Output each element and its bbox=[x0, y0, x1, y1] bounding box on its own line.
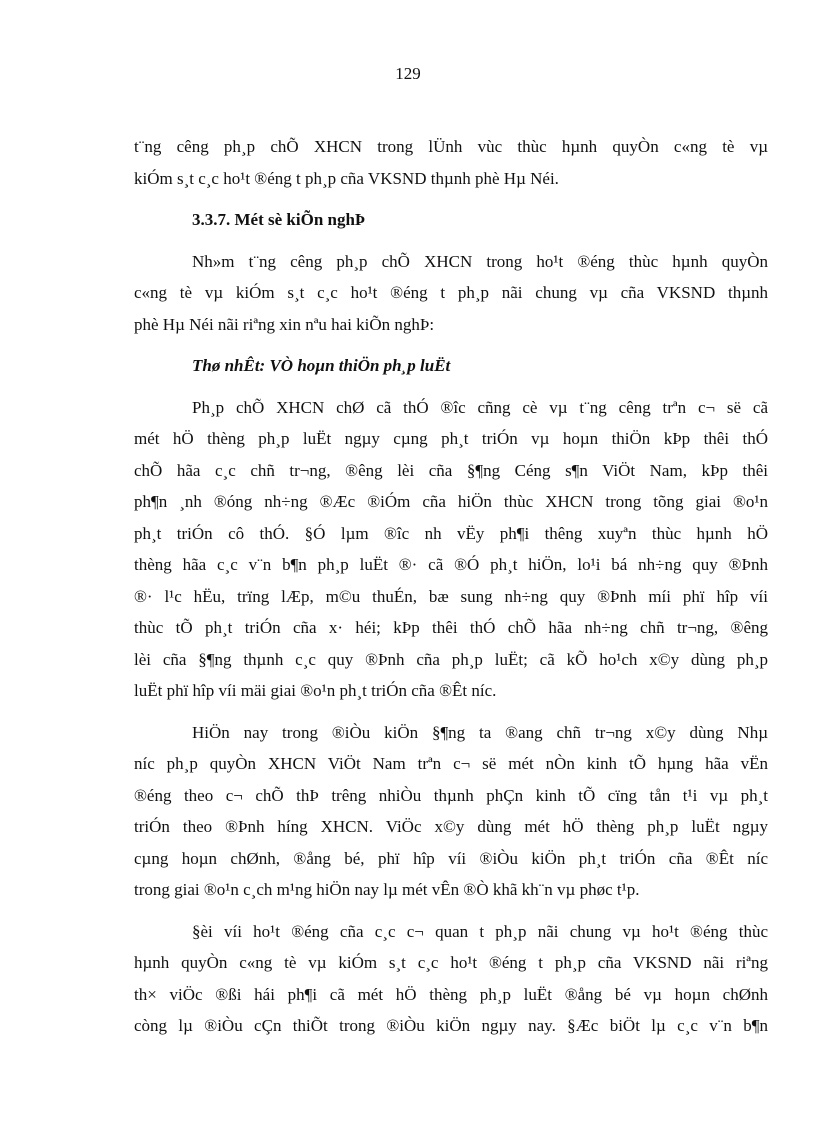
text-line: còng lµ ®iÒu cÇn thiÕt trong ®iÒu kiÖn ngµy nay. §Æc biÖt lµ c¸c v¨n b¶n bbox=[134, 1016, 768, 1035]
text-line: lèi cña §¶ng thµnh c¸c quy ®Þnh cña ph¸p luËt; cã kÕ ho¹ch x©y dùng ph¸p bbox=[134, 649, 768, 669]
paragraph-2 bbox=[134, 246, 768, 341]
text-line: c«ng tè vµ kiÓm s¸t c¸c ho¹t ®éng t ph¸p nãi chung vµ cña VKSND thµnh bbox=[134, 283, 768, 302]
subsection-heading: Thø nhÊt: VÒ hoµn thiÖn ph¸p luËt bbox=[192, 356, 451, 375]
text-line: mét hÖ thèng ph¸p luËt ngµy cµng ph¸t triÓn vµ hoµn thiÖn kÞp thêi thÓ bbox=[134, 429, 768, 448]
text-line: kiÓm s¸t c¸c ho¹t ®éng t ph¸p cña VKSND thµnh phè Hµ Néi. bbox=[134, 168, 559, 188]
paragraph-5 bbox=[134, 916, 768, 1042]
text-line: thùc tÕ ph¸t triÓn cña x· héi; kÞp thêi thÓ chÕ hãa nh÷ng chñ tr¬ng, ®êng bbox=[134, 618, 768, 637]
section-heading: 3.3.7. Mét sè kiÕn nghÞ bbox=[192, 210, 366, 229]
text-line: ®· l¹c hËu, trïng lÆp, m©u thuÉn, bæ sung nh÷ng quy ®Þnh míi phï hîp víi bbox=[134, 586, 768, 606]
page-number: 129 bbox=[395, 64, 421, 83]
text-line: ph¸t triÓn cô thÓ. §Ó lµm ®îc nh vËy ph¶i thêng xuyªn thùc hµnh hÖ bbox=[134, 523, 768, 543]
text-line: thèng hãa c¸c v¨n b¶n ph¸p luËt ®· cã ®Ó ph¸t hiÖn, lo¹i bá nh÷ng quy ®Þnh bbox=[134, 555, 768, 574]
text-line: t¨ng cêng ph¸p chÕ XHCN trong lÜnh vùc thùc hµnh quyÒn c«ng tè vµ bbox=[134, 137, 768, 156]
text-line: Ph¸p chÕ XHCN chØ cã thÓ ®îc cñng cè vµ t¨ng cêng trªn c¬ së cã bbox=[192, 397, 768, 417]
text-line: níc ph¸p quyÒn XHCN ViÖt Nam trªn c¬ së mét nÒn kinh tÕ hµng hãa vËn bbox=[134, 754, 768, 773]
page-body bbox=[134, 131, 768, 1042]
text-line: HiÖn nay trong ®iÒu kiÖn §¶ng ta ®ang chñ tr¬ng x©y dùng Nhµ bbox=[192, 722, 768, 742]
paragraph-4 bbox=[134, 717, 768, 906]
paragraph-1 bbox=[134, 131, 768, 194]
text-line: §èi víi ho¹t ®éng cña c¸c c¬ quan t ph¸p nãi chung vµ ho¹t ®éng thùc bbox=[192, 921, 768, 941]
text-line: hµnh quyÒn c«ng tè vµ kiÓm s¸t c¸c ho¹t ®éng t ph¸p cña VKSND nãi riªng bbox=[134, 953, 768, 972]
text-line: cµng hoµn chØnh, ®ång bé, phï hîp víi ®iÒu kiÖn ph¸t triÓn cña ®Êt níc bbox=[134, 848, 768, 868]
text-line: chÕ hãa c¸c chñ tr¬ng, ®êng lèi cña §¶ng Céng s¶n ViÖt Nam, kÞp thêi bbox=[134, 460, 768, 480]
text-line: ph¶n ¸nh ®óng nh÷ng ®Æc ®iÓm cña hiÖn thùc XHCN trong tõng giai ®o¹n bbox=[134, 492, 768, 511]
text-line: phè Hµ Néi nãi riªng xin nªu hai kiÕn nghÞ: bbox=[134, 314, 435, 334]
paragraph-3 bbox=[134, 392, 768, 707]
text-line: trong giai ®o¹n c¸ch m¹ng hiÖn nay lµ mét vÊn ®Ò khã kh¨n vµ phøc t¹p. bbox=[134, 880, 640, 899]
text-line: th× viÖc ®ßi hái ph¶i cã mét hÖ thèng ph¸p luËt ®ång bé vµ hoµn chØnh bbox=[134, 984, 768, 1004]
text-line: triÓn theo ®Þnh híng XHCN. ViÖc x©y dùng mét hÖ thèng ph¸p luËt ngµy bbox=[134, 817, 768, 836]
text-line: Nh»m t¨ng cêng ph¸p chÕ XHCN trong ho¹t ®éng thùc hµnh quyÒn bbox=[192, 251, 768, 271]
text-line: ®éng theo c¬ chÕ thÞ trêng nhiÒu thµnh phÇn kinh tÕ cïng tån t¹i vµ ph¸t bbox=[134, 785, 768, 805]
text-line: luËt phï hîp víi mäi giai ®o¹n ph¸t triÓn cña ®Êt níc. bbox=[134, 681, 497, 700]
